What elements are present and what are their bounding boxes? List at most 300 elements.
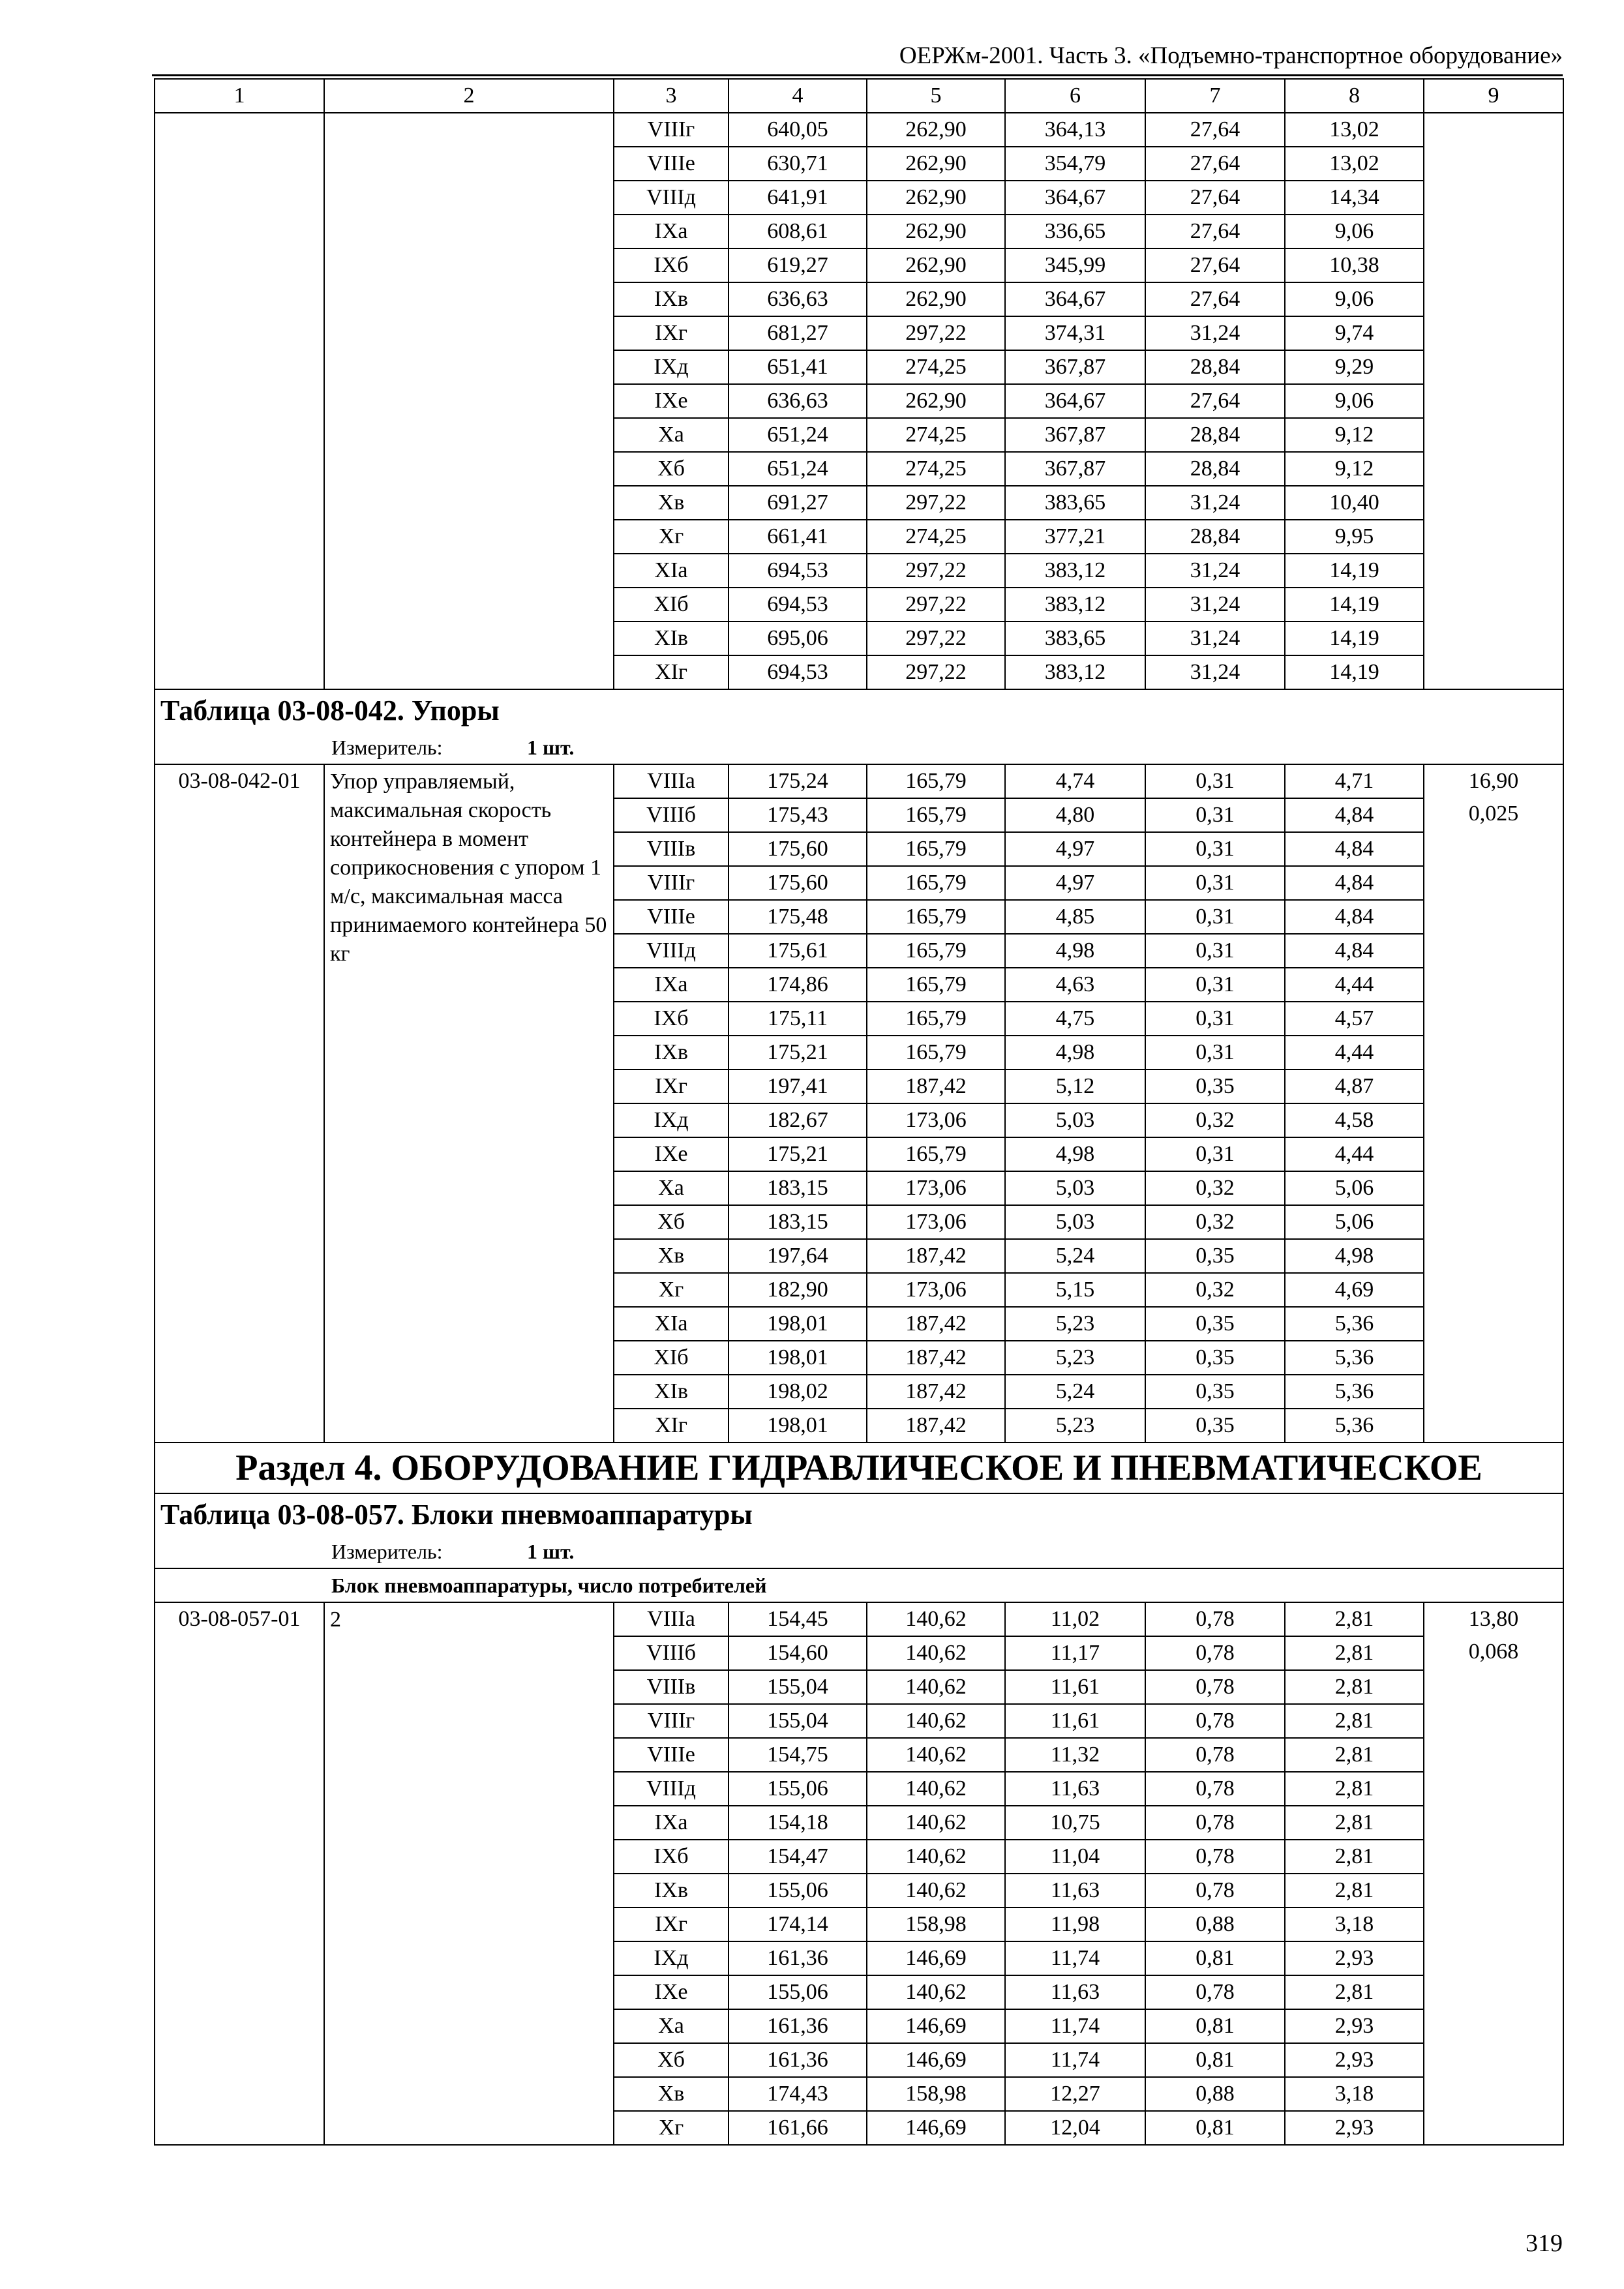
value-cell: 0,35	[1145, 1070, 1285, 1103]
value-cell: 154,18	[729, 1806, 867, 1840]
value-cell: 31,24	[1145, 621, 1285, 655]
value-cell: 5,03	[1005, 1171, 1145, 1205]
zone-cell: XIг	[614, 1409, 729, 1443]
zone-cell: VIIIг	[614, 866, 729, 900]
value-cell: 165,79	[867, 764, 1005, 798]
value-cell: 9,12	[1285, 418, 1424, 452]
zone-cell: IXа	[614, 1806, 729, 1840]
value-cell: 0,35	[1145, 1307, 1285, 1341]
value-cell: 140,62	[867, 1772, 1005, 1806]
value-cell: 0,81	[1145, 2009, 1285, 2043]
value-cell: 4,75	[1005, 1002, 1145, 1036]
value-cell: 4,44	[1285, 1036, 1424, 1070]
value-cell: 173,06	[867, 1205, 1005, 1239]
zone-cell: VIIIв	[614, 1670, 729, 1704]
value-cell: 0,35	[1145, 1409, 1285, 1443]
value-cell: 354,79	[1005, 147, 1145, 181]
value-cell: 0,78	[1145, 1704, 1285, 1738]
value-cell: 0,31	[1145, 1137, 1285, 1171]
value-cell: 140,62	[867, 1670, 1005, 1704]
value-cell: 12,04	[1005, 2111, 1145, 2145]
value-cell: 2,81	[1285, 1602, 1424, 1636]
zone-cell: Xв	[614, 486, 729, 520]
value-cell: 383,65	[1005, 486, 1145, 520]
value-cell: 4,97	[1005, 866, 1145, 900]
value-cell: 187,42	[867, 1341, 1005, 1375]
table-title: Таблица 03-08-042. Упоры	[155, 689, 1563, 731]
zone-cell: Xа	[614, 418, 729, 452]
value-cell: 4,84	[1285, 866, 1424, 900]
zone-cell: IXг	[614, 1070, 729, 1103]
table-title-row	[155, 1493, 1563, 1535]
page-header	[152, 38, 1563, 76]
value-cell: 175,11	[729, 1002, 867, 1036]
value-cell: 0,31	[1145, 1036, 1285, 1070]
value-cell: 198,01	[729, 1307, 867, 1341]
table-title: Таблица 03-08-057. Блоки пневмоаппаратуры	[155, 1493, 1563, 1535]
zone-cell: VIIIг	[614, 113, 729, 147]
value-cell: 4,84	[1285, 798, 1424, 832]
measure-unit: 1 шт.	[527, 736, 575, 759]
value-cell: 4,98	[1005, 934, 1145, 968]
col9-value: 0,025	[1468, 801, 1519, 826]
value-cell: 28,84	[1145, 418, 1285, 452]
value-cell: 2,93	[1285, 1941, 1424, 1975]
section-row	[155, 1443, 1563, 1493]
value-cell: 4,84	[1285, 900, 1424, 934]
value-cell: 165,79	[867, 900, 1005, 934]
zone-cell: Xа	[614, 2009, 729, 2043]
value-cell: 11,02	[1005, 1602, 1145, 1636]
value-cell: 262,90	[867, 113, 1005, 147]
value-cell: 0,78	[1145, 1840, 1285, 1874]
value-cell: 0,31	[1145, 764, 1285, 798]
value-cell: 14,19	[1285, 588, 1424, 621]
value-cell: 695,06	[729, 621, 867, 655]
value-cell: 651,24	[729, 452, 867, 486]
column-number: 3	[614, 79, 729, 113]
value-cell: 297,22	[867, 486, 1005, 520]
value-cell: 651,24	[729, 418, 867, 452]
value-cell: 630,71	[729, 147, 867, 181]
value-cell: 367,87	[1005, 350, 1145, 384]
value-cell: 187,42	[867, 1239, 1005, 1273]
value-cell: 297,22	[867, 316, 1005, 350]
value-cell: 0,31	[1145, 934, 1285, 968]
value-cell: 31,24	[1145, 655, 1285, 689]
value-cell: 274,25	[867, 350, 1005, 384]
value-cell: 262,90	[867, 181, 1005, 215]
value-cell: 274,25	[867, 452, 1005, 486]
zone-cell: VIIIб	[614, 1636, 729, 1670]
value-cell: 5,06	[1285, 1171, 1424, 1205]
rates-table-body	[155, 79, 1563, 2145]
table-title-row	[155, 689, 1563, 731]
value-cell: 175,61	[729, 934, 867, 968]
value-cell: 187,42	[867, 1409, 1005, 1443]
value-cell: 0,81	[1145, 1941, 1285, 1975]
column-number: 8	[1285, 79, 1424, 113]
value-cell: 5,36	[1285, 1409, 1424, 1443]
zone-cell: Xб	[614, 2043, 729, 2077]
value-cell: 140,62	[867, 1704, 1005, 1738]
rates-table	[154, 78, 1564, 2146]
value-cell: 5,23	[1005, 1409, 1145, 1443]
zone-cell: XIв	[614, 621, 729, 655]
table-row	[155, 113, 1563, 147]
value-cell: 140,62	[867, 1840, 1005, 1874]
value-cell: 297,22	[867, 588, 1005, 621]
zone-cell: IXд	[614, 350, 729, 384]
value-cell: 262,90	[867, 147, 1005, 181]
value-cell: 0,81	[1145, 2043, 1285, 2077]
value-cell: 0,32	[1145, 1103, 1285, 1137]
value-cell: 183,15	[729, 1171, 867, 1205]
value-cell: 175,48	[729, 900, 867, 934]
zone-cell: XIа	[614, 554, 729, 588]
zone-cell: IXа	[614, 215, 729, 248]
value-cell: 14,34	[1285, 181, 1424, 215]
value-cell: 198,01	[729, 1341, 867, 1375]
zone-cell: VIIIд	[614, 934, 729, 968]
zone-cell: IXд	[614, 1941, 729, 1975]
value-cell: 14,19	[1285, 655, 1424, 689]
value-cell: 383,65	[1005, 621, 1145, 655]
value-cell: 364,13	[1005, 113, 1145, 147]
value-cell: 174,14	[729, 1908, 867, 1941]
value-cell: 691,27	[729, 486, 867, 520]
value-cell: 31,24	[1145, 554, 1285, 588]
zone-cell: IXг	[614, 1908, 729, 1941]
value-cell: 297,22	[867, 554, 1005, 588]
value-cell: 140,62	[867, 1738, 1005, 1772]
value-cell: 5,12	[1005, 1070, 1145, 1103]
column-number: 6	[1005, 79, 1145, 113]
measure-row	[155, 1535, 1563, 1568]
value-cell: 11,74	[1005, 1941, 1145, 1975]
value-cell: 175,21	[729, 1036, 867, 1070]
value-cell: 165,79	[867, 968, 1005, 1002]
value-cell: 5,36	[1285, 1375, 1424, 1409]
value-cell: 5,36	[1285, 1307, 1424, 1341]
value-cell: 10,75	[1005, 1806, 1145, 1840]
zone-cell: IXб	[614, 1840, 729, 1874]
zone-cell: VIIIа	[614, 1602, 729, 1636]
value-cell: 262,90	[867, 215, 1005, 248]
zone-cell: Xг	[614, 1273, 729, 1307]
value-cell: 4,84	[1285, 832, 1424, 866]
col9-cell	[1424, 1602, 1563, 2145]
value-cell: 27,64	[1145, 282, 1285, 316]
zone-cell: VIIIе	[614, 900, 729, 934]
value-cell: 11,04	[1005, 1840, 1145, 1874]
value-cell: 9,12	[1285, 452, 1424, 486]
rate-description: 2	[324, 1602, 614, 2145]
value-cell: 0,31	[1145, 1002, 1285, 1036]
value-cell: 154,75	[729, 1738, 867, 1772]
zone-cell: VIIIе	[614, 147, 729, 181]
value-cell: 158,98	[867, 2077, 1005, 2111]
value-cell: 4,63	[1005, 968, 1145, 1002]
table-row	[155, 1602, 1563, 1636]
value-cell: 2,93	[1285, 2009, 1424, 2043]
zone-cell: Xа	[614, 1171, 729, 1205]
col9-cell	[1424, 113, 1563, 689]
value-cell: 274,25	[867, 520, 1005, 554]
value-cell: 0,35	[1145, 1239, 1285, 1273]
value-cell: 4,87	[1285, 1070, 1424, 1103]
value-cell: 0,32	[1145, 1273, 1285, 1307]
value-cell: 0,31	[1145, 968, 1285, 1002]
value-cell: 0,32	[1145, 1205, 1285, 1239]
value-cell: 140,62	[867, 1636, 1005, 1670]
value-cell: 4,69	[1285, 1273, 1424, 1307]
value-cell: 4,98	[1285, 1239, 1424, 1273]
value-cell: 5,23	[1005, 1307, 1145, 1341]
value-cell: 173,06	[867, 1273, 1005, 1307]
value-cell: 0,31	[1145, 900, 1285, 934]
group-label: Блок пневмоаппаратуры, число потребителей	[155, 1568, 1563, 1602]
value-cell: 274,25	[867, 418, 1005, 452]
value-cell: 161,36	[729, 1941, 867, 1975]
value-cell: 155,04	[729, 1704, 867, 1738]
value-cell: 383,12	[1005, 655, 1145, 689]
value-cell: 4,98	[1005, 1137, 1145, 1171]
value-cell: 197,41	[729, 1070, 867, 1103]
value-cell: 2,93	[1285, 2111, 1424, 2145]
zone-cell: IXе	[614, 1137, 729, 1171]
value-cell: 27,64	[1145, 147, 1285, 181]
value-cell: 31,24	[1145, 486, 1285, 520]
value-cell: 155,04	[729, 1670, 867, 1704]
value-cell: 146,69	[867, 1941, 1005, 1975]
value-cell: 182,90	[729, 1273, 867, 1307]
empty-cell	[324, 113, 614, 689]
zone-cell: XIб	[614, 588, 729, 621]
value-cell: 31,24	[1145, 316, 1285, 350]
value-cell: 165,79	[867, 1036, 1005, 1070]
value-cell: 173,06	[867, 1103, 1005, 1137]
value-cell: 155,06	[729, 1874, 867, 1908]
value-cell: 174,86	[729, 968, 867, 1002]
value-cell: 694,53	[729, 588, 867, 621]
value-cell: 154,47	[729, 1840, 867, 1874]
value-cell: 155,06	[729, 1975, 867, 2009]
value-cell: 146,69	[867, 2111, 1005, 2145]
column-number-row	[155, 79, 1563, 113]
column-number: 7	[1145, 79, 1285, 113]
rate-description: Упор управляемый, максимальная скорость контейнера в момент соприкосновения с упором 1 м/с, максимальная масса принимаемого контейнера 50 кг	[324, 764, 614, 1443]
value-cell: 262,90	[867, 248, 1005, 282]
value-cell: 28,84	[1145, 520, 1285, 554]
measure-label: Измеритель:	[331, 736, 443, 759]
value-cell: 336,65	[1005, 215, 1145, 248]
value-cell: 155,06	[729, 1772, 867, 1806]
value-cell: 0,78	[1145, 1874, 1285, 1908]
value-cell: 364,67	[1005, 282, 1145, 316]
value-cell: 0,78	[1145, 1738, 1285, 1772]
value-cell: 165,79	[867, 934, 1005, 968]
value-cell: 198,01	[729, 1409, 867, 1443]
value-cell: 0,78	[1145, 1772, 1285, 1806]
group-row	[155, 1568, 1563, 1602]
value-cell: 4,85	[1005, 900, 1145, 934]
value-cell: 661,41	[729, 520, 867, 554]
value-cell: 641,91	[729, 181, 867, 215]
value-cell: 11,74	[1005, 2043, 1145, 2077]
value-cell: 4,84	[1285, 934, 1424, 968]
value-cell: 183,15	[729, 1205, 867, 1239]
value-cell: 173,06	[867, 1171, 1005, 1205]
zone-cell: VIIIе	[614, 1738, 729, 1772]
col9-cell	[1424, 764, 1563, 1443]
zone-cell: IXд	[614, 1103, 729, 1137]
value-cell: 4,97	[1005, 832, 1145, 866]
value-cell: 5,24	[1005, 1239, 1145, 1273]
value-cell: 9,06	[1285, 215, 1424, 248]
value-cell: 262,90	[867, 384, 1005, 418]
value-cell: 187,42	[867, 1070, 1005, 1103]
measure-cell	[155, 1535, 1563, 1568]
value-cell: 5,15	[1005, 1273, 1145, 1307]
value-cell: 0,32	[1145, 1171, 1285, 1205]
value-cell: 0,88	[1145, 2077, 1285, 2111]
zone-cell: Xг	[614, 520, 729, 554]
value-cell: 0,31	[1145, 798, 1285, 832]
value-cell: 2,81	[1285, 1874, 1424, 1908]
zone-cell: Xв	[614, 2077, 729, 2111]
zone-cell: IXе	[614, 384, 729, 418]
column-number: 1	[155, 79, 324, 113]
value-cell: 2,81	[1285, 1840, 1424, 1874]
value-cell: 140,62	[867, 1806, 1005, 1840]
value-cell: 165,79	[867, 832, 1005, 866]
value-cell: 11,98	[1005, 1908, 1145, 1941]
value-cell: 0,31	[1145, 832, 1285, 866]
value-cell: 9,06	[1285, 282, 1424, 316]
value-cell: 161,36	[729, 2043, 867, 2077]
zone-cell: VIIIв	[614, 832, 729, 866]
value-cell: 0,78	[1145, 1806, 1285, 1840]
value-cell: 4,58	[1285, 1103, 1424, 1137]
value-cell: 383,12	[1005, 554, 1145, 588]
value-cell: 31,24	[1145, 588, 1285, 621]
value-cell: 27,64	[1145, 113, 1285, 147]
value-cell: 5,06	[1285, 1205, 1424, 1239]
value-cell: 0,35	[1145, 1341, 1285, 1375]
value-cell: 2,81	[1285, 1975, 1424, 2009]
value-cell: 0,88	[1145, 1908, 1285, 1941]
zone-cell: XIг	[614, 655, 729, 689]
value-cell: 9,74	[1285, 316, 1424, 350]
value-cell: 377,21	[1005, 520, 1145, 554]
zone-cell: VIIIд	[614, 1772, 729, 1806]
value-cell: 3,18	[1285, 2077, 1424, 2111]
zone-cell: VIIIг	[614, 1704, 729, 1738]
zone-cell: IXв	[614, 1874, 729, 1908]
value-cell: 367,87	[1005, 418, 1145, 452]
value-cell: 11,63	[1005, 1772, 1145, 1806]
value-cell: 27,64	[1145, 215, 1285, 248]
value-cell: 0,78	[1145, 1636, 1285, 1670]
value-cell: 0,81	[1145, 2111, 1285, 2145]
value-cell: 11,61	[1005, 1704, 1145, 1738]
value-cell: 640,05	[729, 113, 867, 147]
value-cell: 4,98	[1005, 1036, 1145, 1070]
value-cell: 3,18	[1285, 1908, 1424, 1941]
value-cell: 297,22	[867, 655, 1005, 689]
value-cell: 5,36	[1285, 1341, 1424, 1375]
value-cell: 636,63	[729, 384, 867, 418]
zone-cell: VIIIд	[614, 181, 729, 215]
zone-cell: Xб	[614, 1205, 729, 1239]
value-cell: 197,64	[729, 1239, 867, 1273]
column-number: 9	[1424, 79, 1563, 113]
value-cell: 4,80	[1005, 798, 1145, 832]
value-cell: 297,22	[867, 621, 1005, 655]
zone-cell: IXб	[614, 1002, 729, 1036]
zone-cell: XIв	[614, 1375, 729, 1409]
measure-label: Измеритель:	[331, 1540, 443, 1563]
value-cell: 27,64	[1145, 248, 1285, 282]
zone-cell: IXа	[614, 968, 729, 1002]
value-cell: 175,21	[729, 1137, 867, 1171]
value-cell: 158,98	[867, 1908, 1005, 1941]
value-cell: 11,74	[1005, 2009, 1145, 2043]
value-cell: 10,40	[1285, 486, 1424, 520]
value-cell: 27,64	[1145, 181, 1285, 215]
value-cell: 4,74	[1005, 764, 1145, 798]
value-cell: 182,67	[729, 1103, 867, 1137]
value-cell: 383,12	[1005, 588, 1145, 621]
section-title: Раздел 4. ОБОРУДОВАНИЕ ГИДРАВЛИЧЕСКОЕ И ПНЕВМАТИЧЕСКОЕ	[155, 1443, 1563, 1493]
value-cell: 174,43	[729, 2077, 867, 2111]
zone-cell: VIIIб	[614, 798, 729, 832]
value-cell: 28,84	[1145, 350, 1285, 384]
value-cell: 9,29	[1285, 350, 1424, 384]
value-cell: 374,31	[1005, 316, 1145, 350]
value-cell: 14,19	[1285, 621, 1424, 655]
value-cell: 175,60	[729, 832, 867, 866]
value-cell: 140,62	[867, 1975, 1005, 2009]
empty-cell	[155, 113, 324, 689]
value-cell: 14,19	[1285, 554, 1424, 588]
value-cell: 4,57	[1285, 1002, 1424, 1036]
measure-cell	[155, 731, 1563, 764]
value-cell: 27,64	[1145, 384, 1285, 418]
value-cell: 175,43	[729, 798, 867, 832]
value-cell: 9,95	[1285, 520, 1424, 554]
value-cell: 13,02	[1285, 113, 1424, 147]
measure-unit: 1 шт.	[527, 1540, 575, 1563]
value-cell: 694,53	[729, 554, 867, 588]
value-cell: 694,53	[729, 655, 867, 689]
value-cell: 4,44	[1285, 968, 1424, 1002]
value-cell: 2,81	[1285, 1738, 1424, 1772]
zone-cell: IXв	[614, 282, 729, 316]
column-number: 2	[324, 79, 614, 113]
zone-cell: IXв	[614, 1036, 729, 1070]
value-cell: 364,67	[1005, 384, 1145, 418]
value-cell: 4,71	[1285, 764, 1424, 798]
col9-value: 13,80	[1468, 1607, 1519, 1631]
value-cell: 187,42	[867, 1375, 1005, 1409]
value-cell: 5,23	[1005, 1341, 1145, 1375]
zone-cell: IXг	[614, 316, 729, 350]
value-cell: 198,02	[729, 1375, 867, 1409]
rate-code: 03-08-042-01	[155, 764, 324, 1443]
rate-code: 03-08-057-01	[155, 1602, 324, 2145]
